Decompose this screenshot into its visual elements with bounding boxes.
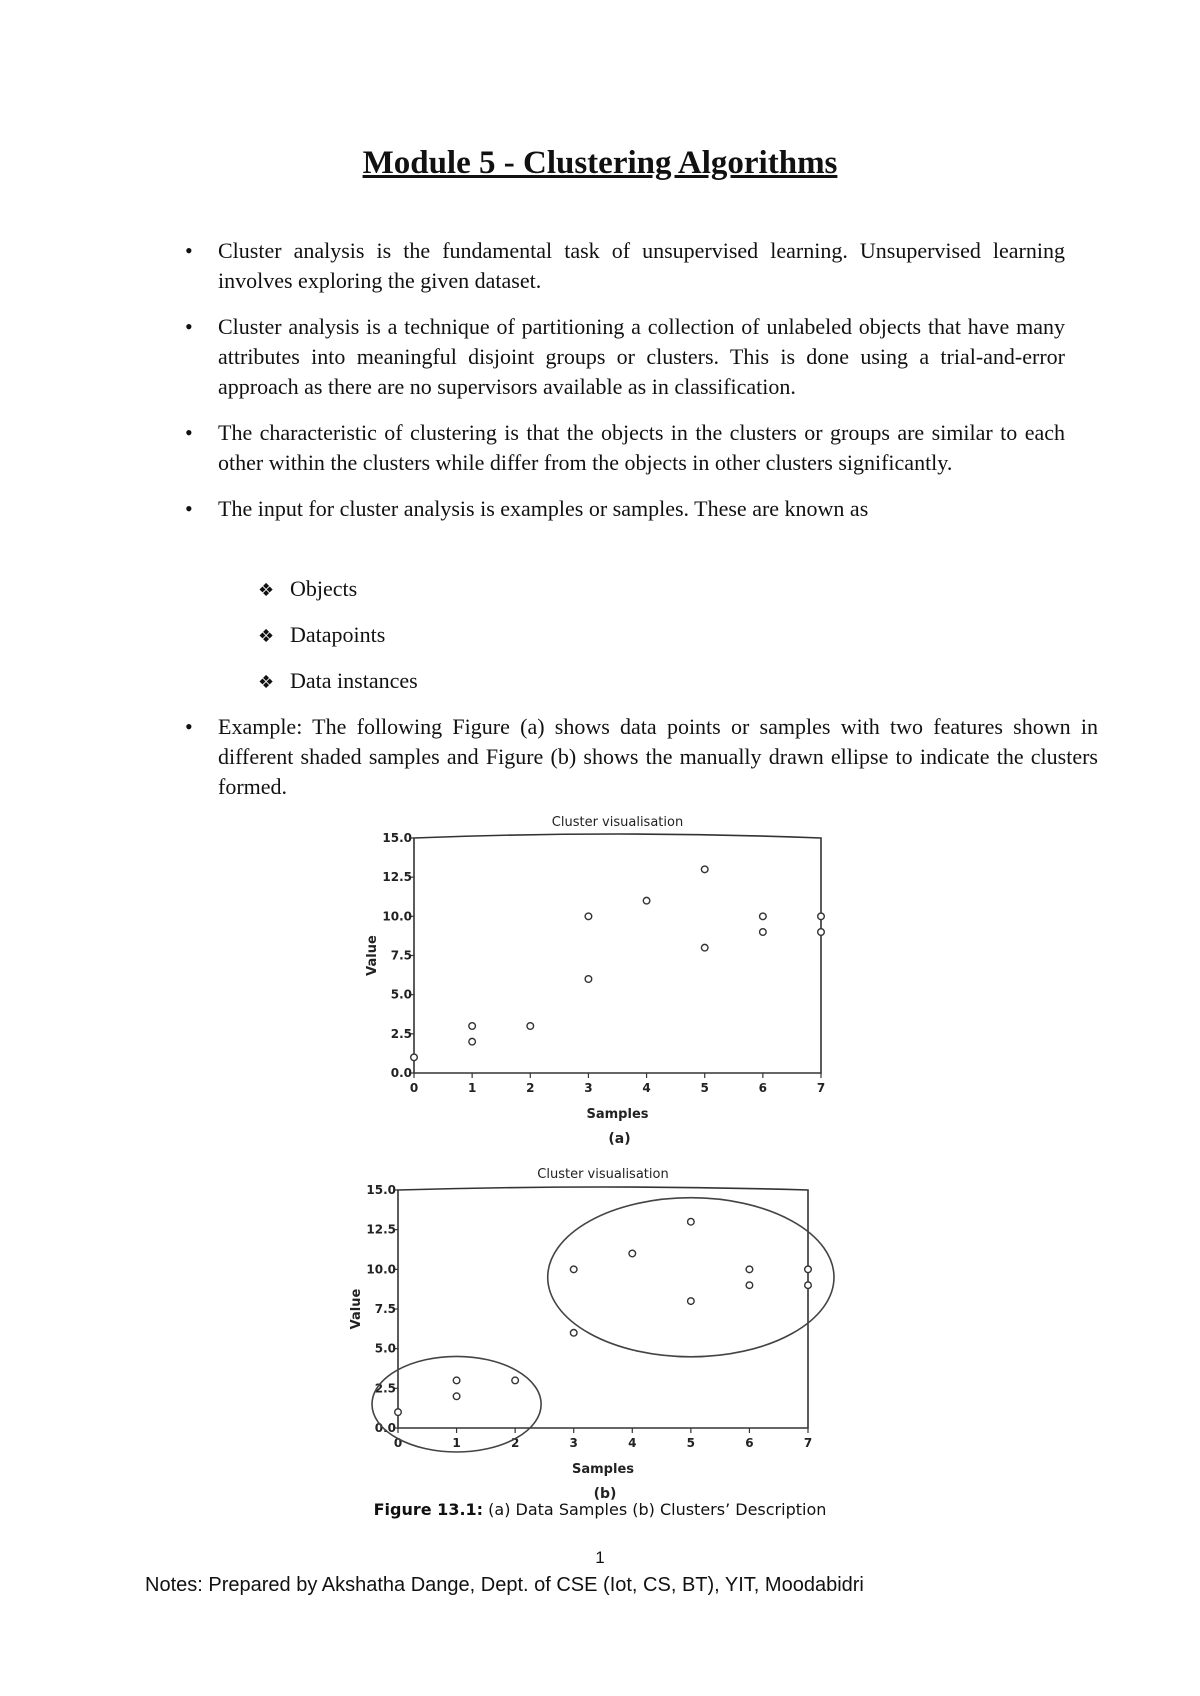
- x-tick-label: 4: [628, 1436, 637, 1450]
- data-point: [453, 1393, 460, 1400]
- data-point: [643, 897, 650, 904]
- data-point: [688, 1298, 695, 1305]
- figure-caption-text: (a) Data Samples (b) Clusters’ Description: [488, 1500, 827, 1519]
- sub-bullet-text: Datapoints: [290, 622, 386, 647]
- data-point: [818, 929, 825, 936]
- y-tick-label: 7.5: [374, 1302, 396, 1316]
- bullet-marker: •: [185, 314, 193, 339]
- example-text: Example: The following Figure (a) shows data points or samples with two features shown in different shaded samples and Figure (b) shows the manually drawn ellipse to indicate the clusters formed.: [218, 714, 1098, 799]
- bullet-text: The input for cluster analysis is examples or samples. These are known as: [218, 496, 869, 521]
- data-point: [805, 1282, 812, 1289]
- y-tick-label: 0.0: [390, 1066, 412, 1080]
- bullet-marker: •: [185, 238, 193, 263]
- y-tick-label: 5.0: [390, 987, 412, 1002]
- diamond-bullet-icon: ❖: [258, 672, 275, 693]
- x-tick-label: 0: [409, 1081, 419, 1095]
- y-tick-label: 5.0: [374, 1341, 396, 1356]
- data-point: [469, 1023, 476, 1030]
- x-tick-label: 7: [803, 1436, 813, 1450]
- data-point: [805, 1266, 812, 1273]
- x-tick-label: 5: [700, 1081, 709, 1095]
- figure-caption: [0, 1500, 1200, 1519]
- y-tick-label: 12.5: [382, 870, 412, 885]
- data-point: [570, 1266, 577, 1273]
- data-point: [395, 1409, 402, 1416]
- diamond-bullet-icon: ❖: [258, 626, 275, 647]
- data-point: [760, 913, 767, 920]
- data-point: [453, 1377, 460, 1384]
- x-tick-label: 6: [758, 1081, 768, 1095]
- chart-title: Cluster visualisation: [537, 1167, 669, 1182]
- y-tick-label: 10.0: [366, 1262, 396, 1277]
- x-tick-label: 5: [686, 1436, 696, 1450]
- chart-a: [365, 815, 825, 1147]
- chart-b: [349, 1167, 834, 1502]
- sub-bullet-text: Objects: [290, 576, 358, 601]
- y-axis-label: Value: [349, 1288, 364, 1330]
- y-tick-label: 2.5: [390, 1026, 412, 1041]
- chart-title: Cluster visualisation: [551, 815, 684, 830]
- y-tick-label: 0.0: [374, 1421, 396, 1435]
- x-tick-label: 3: [569, 1436, 578, 1450]
- data-point: [746, 1282, 753, 1289]
- y-tick-label: 15.0: [366, 1183, 396, 1197]
- y-tick-label: 7.5: [390, 948, 412, 963]
- x-tick-label: 4: [642, 1081, 651, 1095]
- bullet-marker: •: [185, 496, 193, 521]
- page-title: Module 5 - Clustering Algorithms: [362, 145, 838, 181]
- x-tick-label: 3: [584, 1081, 593, 1095]
- bullet-marker: •: [185, 714, 193, 739]
- figure-caption-label: Figure 13.1:: [373, 1500, 484, 1519]
- data-point: [629, 1250, 636, 1257]
- data-point: [527, 1023, 534, 1030]
- x-tick-label: 1: [467, 1081, 477, 1095]
- y-axis-label: Value: [365, 935, 380, 976]
- x-tick-label: 6: [745, 1436, 754, 1450]
- y-tick-label: 15.0: [382, 831, 412, 845]
- data-point: [688, 1218, 695, 1225]
- x-tick-label: 7: [816, 1081, 826, 1095]
- plot-frame: [398, 1187, 808, 1428]
- sub-bullet-text: Data instances: [290, 668, 418, 693]
- x-axis-label: Samples: [572, 1462, 634, 1477]
- y-tick-label: 12.5: [366, 1222, 396, 1237]
- data-point: [411, 1054, 418, 1061]
- page-number: 1: [595, 1548, 605, 1567]
- bullet-text: Cluster analysis is a technique of partitioning a collection of unlabeled objects that have many attributes into meaningful disjoint groups or clusters. This is done using a trial-and-error approach as there are no supervisors available as in classification.: [218, 314, 1065, 399]
- data-point: [585, 976, 592, 983]
- x-axis-label: Samples: [586, 1107, 649, 1122]
- data-point: [570, 1330, 577, 1337]
- x-tick-label: 2: [526, 1081, 535, 1095]
- data-point: [701, 866, 708, 873]
- data-point: [701, 944, 708, 951]
- x-tick-label: 1: [452, 1436, 461, 1450]
- data-point: [818, 913, 825, 920]
- data-point: [585, 913, 592, 920]
- y-tick-label: 10.0: [382, 909, 412, 924]
- data-point: [760, 929, 767, 936]
- plot-frame: [414, 834, 821, 1073]
- footer-note: Notes: Prepared by Akshatha Dange, Dept. of CSE (Iot, CS, BT), YIT, Moodabidri: [145, 1574, 864, 1596]
- data-point: [512, 1377, 519, 1384]
- x-tick-label: 0: [393, 1436, 403, 1450]
- data-point: [469, 1038, 476, 1045]
- data-point: [746, 1266, 753, 1273]
- y-tick-label: 2.5: [374, 1381, 396, 1396]
- bullet-text: Cluster analysis is the fundamental task of unsupervised learning. Unsupervised learning involves exploring the given dataset.: [218, 238, 1065, 293]
- chart-sublabel: (a): [608, 1131, 631, 1147]
- x-tick-label: 2: [510, 1436, 520, 1450]
- bullet-text: The characteristic of clustering is that the objects in the clusters or groups are similar to each other within the clusters while differ from the objects in other clusters significantly.: [218, 420, 1065, 475]
- diamond-bullet-icon: ❖: [258, 580, 275, 601]
- chart-sublabel: (b): [593, 1486, 617, 1502]
- bullet-marker: •: [185, 420, 193, 445]
